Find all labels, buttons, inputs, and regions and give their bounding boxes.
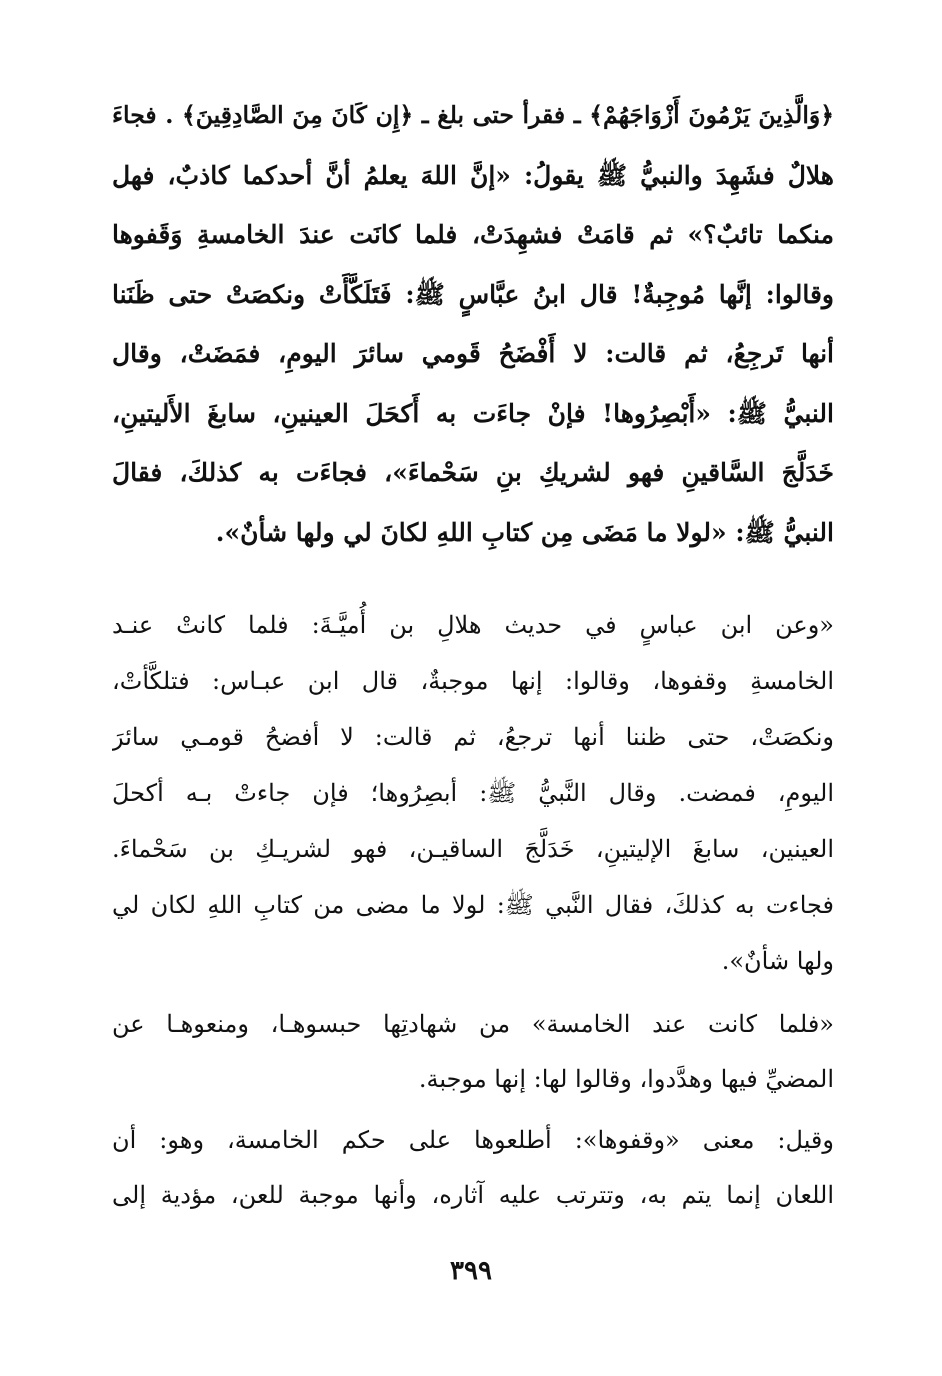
- text-line: ﴿وَالَّذِينَ يَرْمُونَ أَزْوَاجَهُمْ﴾ ـ فقرأ حتى بلغ ـ ﴿إِن كَانَ مِنَ الصَّادِقِينَ﴾ . فجاءَ: [112, 101, 834, 129]
- text-line: الخامسةِ وقفوها، وقالوا: إنها موجبةٌ، قال ابن عبـاس: فتلكَّأتْ،: [112, 667, 834, 695]
- text-line: المضيِّ فيها وهدَّدوا، وقالوا لها: إنها موجبة.: [418, 1065, 834, 1093]
- text-line: النبيُّ ﷺ: «لولا ما مَضَى مِن كتابِ اللهِ لكانَ لي ولها شأنٌ».: [215, 517, 834, 547]
- text-line: «وعن ابن عباسٍ في حديث هلالِ بن أُميَّـةَ: فلما كانتْ عنـد: [112, 611, 834, 639]
- text-line: اليومِ، فمضت. وقال النَّبيُّ ﷺ: أبصِرُوها؛ فإن جاءتْ بـه أكحلَ: [112, 779, 834, 807]
- text-line: أنها تَرجِعُ، ثم قالت: لا أَفْضَحُ قَومي سائرَ اليومِ، فمَضَتْ، وقال: [112, 339, 834, 368]
- text-line: وقالوا: إنَّها مُوجِبةٌ! قال ابنُ عبَّاسٍ ﷺ: فَتَلَكَّأَتْ ونكصَتْ حتى ظَنَنا: [112, 279, 834, 309]
- text-line: اللعان إنما يتم به، وتترتب عليه آثاره، وأنها موجبة للعن، مؤدية إلى: [112, 1181, 834, 1209]
- text-line: ونكصَتْ، حتى ظننا أنها ترجعُ، ثم قالت: لا أفضحُ قومـي سائرَ: [112, 723, 834, 751]
- page-number: ٣٩٩: [450, 1256, 492, 1286]
- text-line: العينين، سابغَ الإليتينِ، خَدَلَّجَ الساقيـن، فهو لشريـكِ بن سَحْماءَ.: [112, 835, 834, 863]
- text-line: خَدَلَّجَ السَّاقينِ فهو لشريكِ بنِ سَحْماءَ»، فجاءَت به كذلكَ، فقالَ: [112, 458, 834, 487]
- paragraph-commentary-waqafuha: [112, 1113, 834, 1223]
- paragraph-ibn-abbas-narration: [112, 597, 834, 989]
- page-text: [112, 86, 834, 1223]
- paragraph-hadith-bold: [112, 86, 834, 562]
- text-line: منكما تائبٌ؟» ثم قامَتْ فشهِدَتْ، فلما كانَت عندَ الخامسةِ وَقَفوها: [112, 220, 834, 249]
- text-line: ولها شأنٌ».: [721, 947, 834, 975]
- paragraph-commentary-fifth: [112, 997, 834, 1107]
- text-line: وقيل: معنى «وقفوها»: أطلعوها على حكم الخامسة، وهو: أن: [112, 1126, 834, 1154]
- text-line: هلالٌ فشَهِدَ والنبيُّ ﷺ يقولُ: «إنَّ اللهَ يعلمُ أنَّ أحدكما كاذبٌ، فهل: [112, 160, 834, 190]
- text-line: فجاءت به كذلكَ، فقال النَّبي ﷺ: لولا ما مضى من كتابِ اللهِ لكان لي: [112, 891, 834, 919]
- text-line: «فلما كانت عند الخامسة» من شهادتِها حبسوهـا، ومنعوهـا عن: [112, 1010, 834, 1038]
- text-line: النبيُّ ﷺ: «أَبْصِرُوها! فإنْ جاءَت به أَكحَلَ العينينِ، سابغَ الأَليتينِ،: [112, 398, 834, 428]
